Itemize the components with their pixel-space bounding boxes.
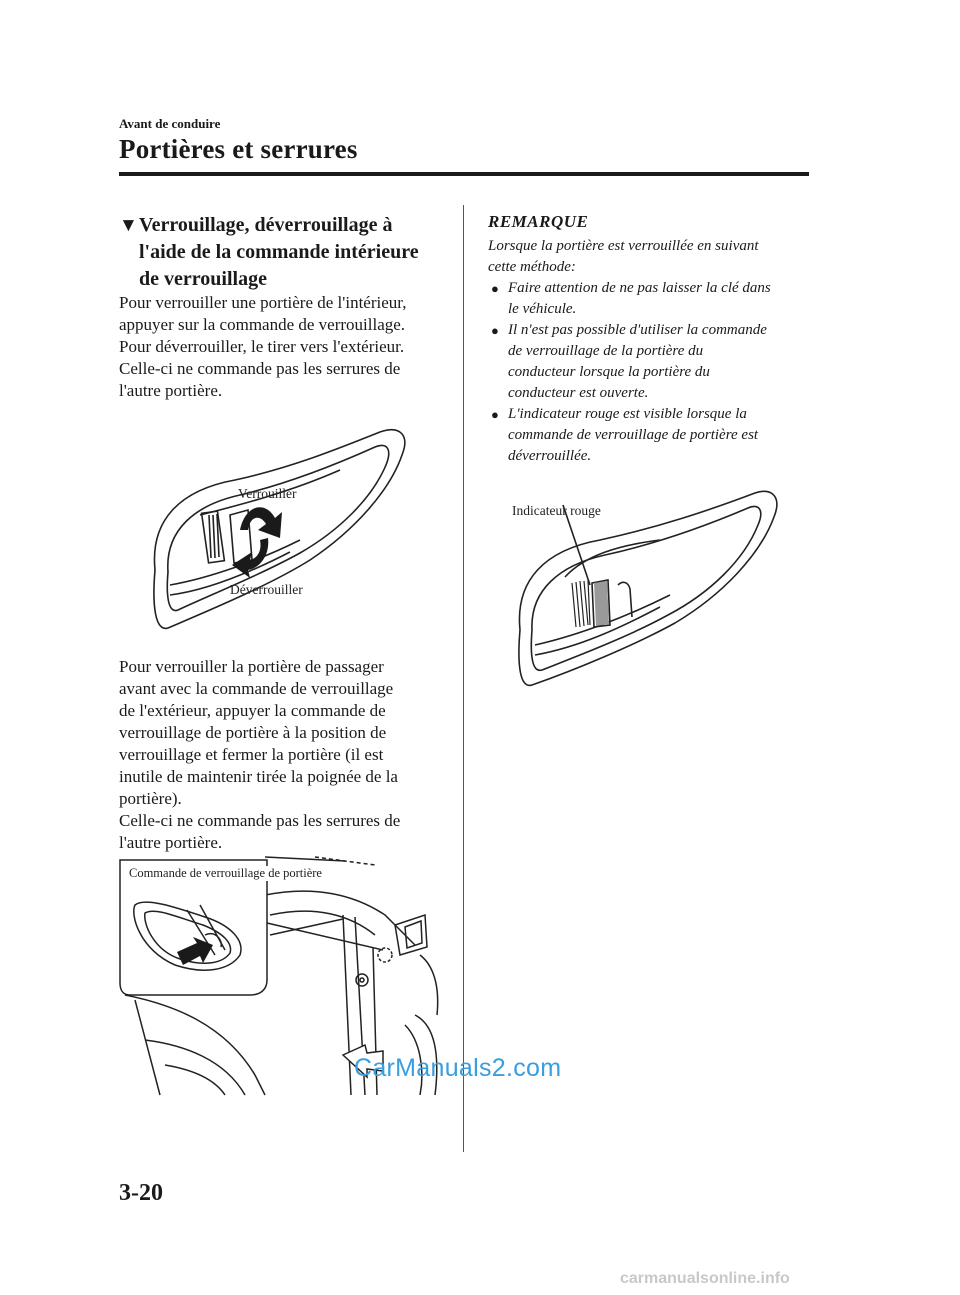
- text-line: inutile de maintenir tirée la poignée de la: [119, 767, 398, 786]
- list-item: [488, 278, 813, 320]
- text-line: Il n'est pas possible d'utiliser la commande: [508, 322, 767, 338]
- label-unlock: Déverrouiller: [230, 582, 303, 597]
- label-door-lock-switch: Commande de verrouillage de portière: [129, 866, 322, 880]
- bullet-dot-icon: ●: [491, 407, 499, 422]
- text-line: déverrouillée.: [508, 448, 592, 464]
- text-line: Celle-ci ne commande pas les serrures de: [119, 811, 401, 830]
- text-line: commande de verrouillage de portière est: [508, 427, 759, 443]
- subhead-line: l'aide de la commande intérieure: [139, 241, 419, 263]
- text-line: le véhicule.: [508, 301, 577, 317]
- text-line: L'indicateur rouge est visible lorsque la: [508, 406, 747, 422]
- page-title: Portières et serrures: [119, 134, 358, 164]
- bullet-dot-icon: ●: [491, 323, 499, 338]
- list-item: [488, 320, 813, 404]
- text-line: Lorsque la portière est verrouillée en suivant: [488, 238, 759, 254]
- text-line: avant avec la commande de verrouillage: [119, 679, 394, 698]
- text-line: l'autre portière.: [119, 381, 223, 400]
- title-rule: [119, 172, 809, 176]
- triangle-marker-icon: ▼: [119, 215, 138, 236]
- text-line: appuyer sur la commande de verrouillage.: [119, 315, 406, 334]
- subhead-line: de verrouillage: [139, 268, 267, 290]
- subsection-heading: [119, 212, 449, 293]
- note-body: [488, 236, 813, 467]
- label-red-indicator: Indicateur rouge: [512, 503, 601, 518]
- figure-interior-lock-lever: [140, 420, 420, 640]
- text-line: conducteur lorsque la portière du: [508, 364, 710, 380]
- lock-arrow-icon: [240, 507, 282, 538]
- list-item: [488, 404, 813, 467]
- paragraph-passenger-lock: [119, 656, 449, 854]
- paragraph-lock-instructions: [119, 292, 449, 402]
- page-number: 3-20: [119, 1180, 163, 1206]
- watermark: CarManuals2.com: [354, 1054, 562, 1082]
- text-line: Pour verrouiller une portière de l'intérieur,: [119, 293, 407, 312]
- text-line: Pour verrouiller la portière de passager: [119, 657, 384, 676]
- text-line: portière).: [119, 789, 182, 808]
- bullet-dot-icon: ●: [491, 281, 499, 296]
- section-label: Avant de conduire: [119, 116, 221, 131]
- text-line: verrouillage de portière à la position de: [119, 723, 387, 742]
- column-divider: [463, 205, 464, 1152]
- text-line: Celle-ci ne commande pas les serrures de: [119, 359, 401, 378]
- site-watermark: carmanualsonline.info: [620, 1270, 790, 1287]
- text-line: Faire attention de ne pas laisser la clé dans: [508, 280, 771, 296]
- text-line: de l'extérieur, appuyer la commande de: [119, 701, 386, 720]
- note-heading: REMARQUE: [488, 212, 589, 231]
- text-line: conducteur est ouverte.: [508, 385, 649, 401]
- subhead-line: Verrouillage, déverrouillage à: [139, 214, 393, 236]
- text-line: cette méthode:: [488, 259, 576, 275]
- text-line: de verrouillage de la portière du: [508, 343, 704, 359]
- text-line: verrouillage et fermer la portière (il est: [119, 745, 384, 764]
- text-line: Pour déverrouiller, le tirer vers l'extérieur.: [119, 337, 405, 356]
- label-lock: Verrouiller: [238, 486, 297, 501]
- text-line: l'autre portière.: [119, 833, 223, 852]
